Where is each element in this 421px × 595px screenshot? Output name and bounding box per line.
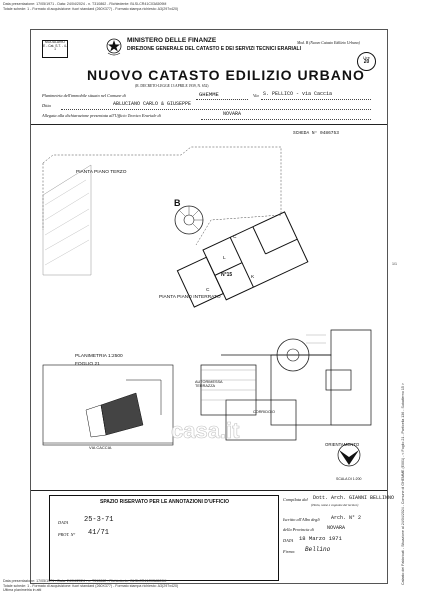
office-date-value: 25-3-71 [84,516,114,524]
sign-date-label: DATA [283,538,294,543]
side-cadastre-text: Catasto dei Fabbricati - Situazione al 24/04/2024 - Comune di GHEMME (E001) - < Foglio 21 - Particella 136 - Subalterno 15 > [401,383,405,585]
compilata-value: Dott. Arch. GIANNI BELLINNO [313,495,395,501]
comune-underline [196,99,248,100]
label-autorimessa: AUTORIMESSA TERRAZZA [195,380,223,388]
modulario-stamp [42,40,68,58]
provincia-value: NOVARA [327,525,346,531]
label-pianta-piano-interrato: PIANTA PIANO INTERRATO [159,295,221,300]
via-label: Via [253,93,259,98]
law-reference: (R. DECRETO-LEGGE 13 APRILE 1939, N. 652) [135,84,209,88]
direction-name: DIREZIONE GENERALE DEL CATASTO E DEI SERVIZI TECNICI ERARIALI [127,46,301,52]
ministry-name: MINISTERO DELLE FINANZE [127,37,217,44]
office-notes-title: SPAZIO RISERVATO PER LE ANNOTAZIONI D'UFFICIO [100,499,230,505]
print-footer-line1: Data presentazione: 17/05/1971 - Data: 24/04/2024 - n. T310862 - Richiedente: BLSLCR41C03A509M [3,579,167,583]
footer-divider [31,490,387,491]
via-underline [261,99,371,100]
label-unit-number: N°15 [221,272,233,278]
iscritto-label: Iscritto all'Albo degli [283,517,320,522]
compilata-label: Compilata dal [283,497,308,502]
ditta-underline [61,109,371,110]
label-letter-b: B [174,198,181,208]
planimetria-label: Planimetria dell'immobile situato nel Comune di [42,93,126,98]
office-prot-label: PROT. N° [58,532,76,537]
label-room-l: L [223,256,226,261]
comune-value: GHEMME [199,91,219,98]
stamp-line2: E - Cat. S.T. - 4-1 [43,43,67,52]
cadastral-sheet [30,29,395,584]
print-footer [3,579,178,593]
compilata-note: (Titolo, nome e cognome del tecnico) [311,503,359,507]
office-date-label: DATA [58,520,69,525]
ditta-value: ABLUCIANO CARLO & GIUSEPPE [113,101,192,107]
allegata-label: Allegata alla dichiarazione presentata all'Ufficio Tecnico Erariale di [42,113,161,118]
republic-emblem-icon [105,37,123,57]
price-label: Lire [363,55,370,60]
label-planimetria: PLANIMETRIA 1:2500 [75,354,123,359]
scheda-number: SCHEDA N° 0486753 [293,131,339,136]
print-footer-line3: Ultima planimetria in atti [3,588,42,592]
print-header-line2: Totale schede: 1 - Formato di acquisizione: fuori standard (260X377) - Formato stampa richiesto: A3(297x420) [3,6,179,11]
sign-date-value: 18 Marzo 1971 [299,535,342,542]
label-foglio: FOGLIO 21 [75,362,100,367]
price-value: 20 [363,59,370,65]
office-prot-value: 41/71 [88,529,110,537]
print-header-line1: Data presentazione: 17/05/1971 - Data: 24/04/2024 - n. T310862 - Richiedente: BLSLCR41C03A509M [3,2,167,6]
side-page-number: 1/1 [392,262,397,266]
label-orientamento: ORIENTAMENTO [325,442,360,447]
label-scale: SCALA DI 1:200 [336,477,362,481]
label-room-k: K [251,275,255,280]
ufficio-value: NOVARA [223,111,242,117]
allegata-underline [201,119,371,120]
signature-box [283,495,395,579]
ditta-label: Ditta [42,103,51,108]
label-corridoio: CORRIDOIO [253,410,275,414]
iscritto-value: Arch. N° 2 [331,515,362,521]
label-pianta-piano-terzo: PIANTA PIANO TERZO [76,170,127,175]
label-room-c-1: C [233,235,237,240]
label-via-caccia: VIA CACCIA [89,445,112,450]
print-header [3,2,178,11]
print-footer-line2: Totale schede: 1 - Formato di acquisizione: fuori standard (260X377) - Formato stampa richiesto: A3(297x420) [3,583,179,588]
office-notes-box [49,495,279,581]
watermark: casa.it [171,418,240,443]
stamp-line1: MODULARIO [45,40,65,44]
firma-label: Firma: [283,549,296,554]
model-label: Mod. B (Nuovo Catasto Edilizio Urbano) [297,41,360,45]
via-value: S. PELLICO - via Caccia [263,91,333,97]
document-title: NUOVO CATASTO EDILIZIO URBANO [87,67,365,83]
label-room-c-2: C [206,288,210,293]
firma-value: Bellino [305,546,331,553]
provincia-label: della Provincia di [283,527,314,532]
